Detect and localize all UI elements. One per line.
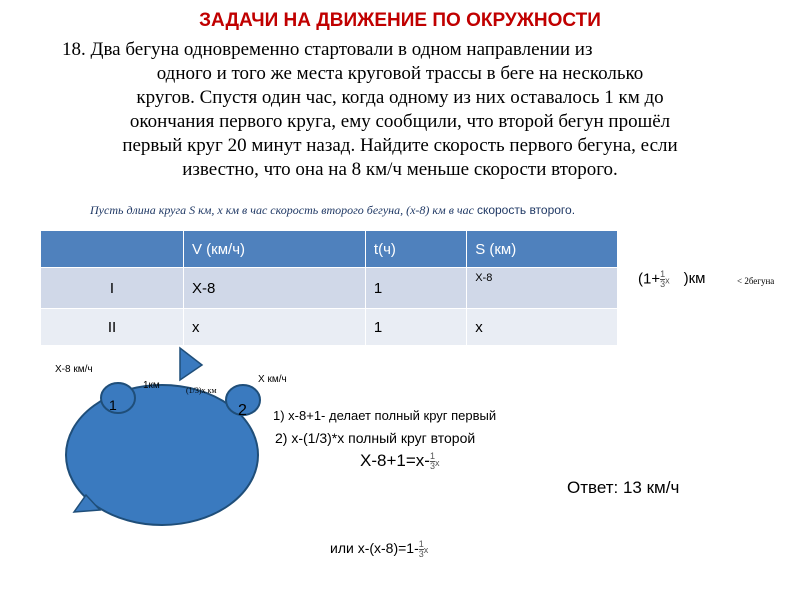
table-cell: 1 (365, 309, 466, 346)
fraction-variable: х (434, 458, 440, 468)
runner-1-marker (101, 383, 135, 413)
problem-line-5: первый круг 20 минут назад. Найдите скорость первого бегуна, если (122, 135, 678, 156)
flag-icon (180, 348, 202, 380)
distance-label: 1км (143, 380, 160, 391)
runner-2-number: 2 (238, 402, 247, 419)
equation-1: 1) х-8+1- делает полный круг первый (273, 408, 497, 423)
fraction-denominator: 3 (660, 279, 666, 289)
problem-line-4: окончания первого круга, ему сообщили, что второй бегун прошёл (129, 111, 671, 132)
runner-2-speed-label: Х км/ч (258, 374, 287, 385)
fraction-numerator: 1 (660, 269, 666, 279)
side-note: < 2бегуна (737, 276, 775, 286)
hint-italic: Пусть длина круга S км, х км в час скорость второго бегуна, (х-8) км в час (90, 203, 474, 217)
problem-line-6: известно, что она на 8 км/ч меньше скорости второго. (182, 159, 618, 180)
fraction-numerator: 1 (429, 451, 435, 462)
answer-text: Ответ: 13 км/ч (567, 478, 680, 497)
side-expr-prefix: (1+ (638, 270, 661, 288)
table-header-row (41, 231, 618, 268)
fraction-numerator: 1 (418, 539, 424, 549)
runner-1-number: 1 (109, 397, 117, 413)
equation-4-text: или х-(х-8)=1- (330, 540, 419, 557)
equation-3-text: Х-8+1=х- (360, 451, 430, 470)
table-header-cell (41, 231, 184, 268)
fraction-denominator: 3 (418, 549, 424, 559)
fraction-denominator: 3 (429, 461, 435, 472)
table-cell: 1 (365, 268, 466, 309)
table-cell: х (184, 309, 366, 346)
fraction-variable: х (423, 545, 429, 556)
equation-3 (360, 451, 439, 471)
table-cell: Х-8 (184, 268, 366, 309)
flag-label: (1/3)х км (186, 386, 217, 395)
table-cell: Х-8 (467, 268, 618, 309)
fraction-variable: х (665, 275, 670, 286)
table-header-cell: S (км) (467, 231, 618, 268)
runner-1-speed-label: Х-8 км/ч (55, 364, 93, 375)
table-header-cell: V (км/ч) (184, 231, 366, 268)
hint-plain: скорость второго. (476, 203, 576, 217)
problem-line-2: одного и того же места круговой трассы в беге на несколько (156, 63, 644, 84)
problem-line-1: 18. Два бегуна одновременно стартовали в одном направлении из (62, 39, 593, 60)
hint-text (90, 203, 575, 218)
problem-text (62, 38, 738, 182)
table-cell: I (41, 268, 184, 309)
side-expression (638, 270, 706, 289)
table-cell: х (467, 309, 618, 346)
problem-line-3: кругов. Спустя один час, когда одному из них оставалось 1 км до (136, 87, 664, 108)
slide-title: ЗАДАЧИ НА ДВИЖЕНИЕ ПО ОКРУЖНОСТИ (199, 10, 601, 31)
table-cell: II (41, 309, 184, 346)
table-header-cell: t(ч) (365, 231, 466, 268)
equation-4 (330, 540, 428, 559)
side-expr-suffix: )км (683, 270, 706, 288)
equation-2: 2) х-(1/3)*х полный круг второй (275, 430, 476, 446)
table-row (41, 268, 618, 309)
motion-table (40, 230, 618, 346)
